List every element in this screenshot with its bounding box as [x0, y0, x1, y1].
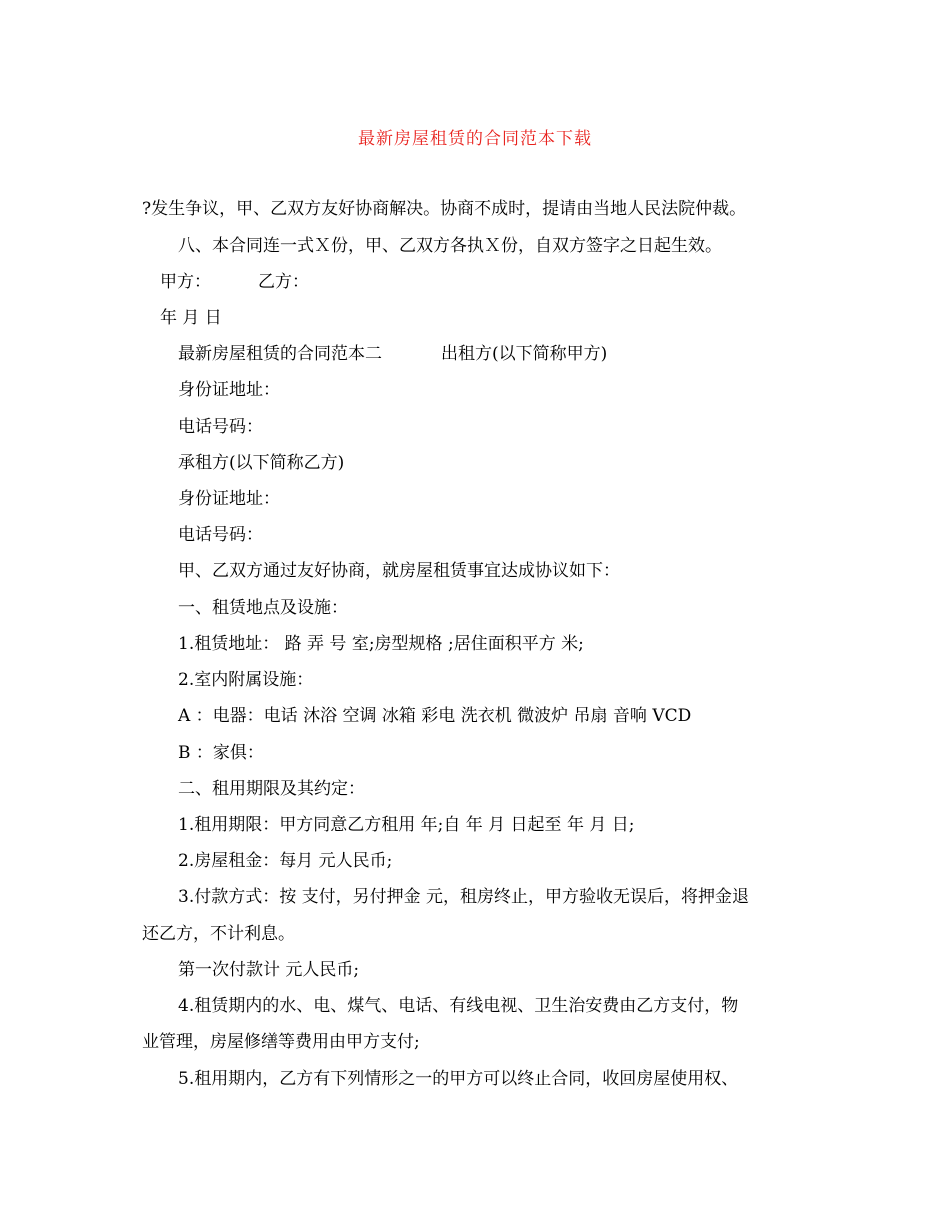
agreement-intro: 甲、乙双方通过友好协商，就房屋租赁事宜达成协议如下： — [178, 561, 620, 581]
clause-2-5: 5.租用期内，乙方有下列情形之一的甲方可以终止合同，收回房屋使用权、 — [178, 1069, 739, 1089]
clause-2-4-continued: 业管理，房屋修缮等费用由甲方支付; — [142, 1032, 420, 1052]
clause-2-1: 1.租用期限：甲方同意乙方租用 年;自 年 月 日起至 年 月 日; — [178, 815, 635, 835]
lessee-label: 承租方(以下简称乙方) — [178, 453, 345, 473]
lessor-phone: 电话号码： — [178, 417, 263, 437]
signature-party-a: 甲方： — [160, 272, 211, 292]
clause-2-2: 2.房屋租金：每月 元人民币; — [178, 851, 393, 871]
document-title: 最新房屋租赁的合同范本下载 — [358, 129, 592, 149]
signature-date: 年 月 日 — [160, 308, 222, 328]
clause-1-2: 2.室内附属设施： — [178, 670, 314, 690]
clause-1-a: A ：电器：电话 沐浴 空调 冰箱 彩电 洗衣机 微波炉 吊扇 音响 VCD — [178, 706, 692, 726]
paragraph-dispute: ?发生争议，甲、乙双方友好协商解决。协商不成时，提请由当地人民法院仲裁。 — [142, 199, 747, 219]
lessor-label: 出租方(以下简称甲方) — [441, 344, 608, 364]
clause-1-1: 1.租赁地址： 路 弄 号 室;房型规格 ;居住面积平方 米; — [178, 634, 584, 654]
version-2-heading: 最新房屋租赁的合同范本二 — [178, 344, 382, 364]
clause-2-3-continued: 还乙方，不计利息。 — [142, 924, 295, 944]
section-1-heading: 一、租赁地点及设施： — [178, 598, 348, 618]
first-payment: 第一次付款计 元人民币; — [178, 960, 360, 980]
clause-2-4: 4.租赁期内的水、电、煤气、电话、有线电视、卫生治安费由乙方支付，物 — [178, 996, 739, 1016]
clause-1-b: B ：家俱： — [178, 743, 264, 763]
section-2-heading: 二、租用期限及其约定： — [178, 779, 365, 799]
signature-party-b: 乙方： — [258, 272, 309, 292]
clause-2-3: 3.付款方式：按 支付，另付押金 元，租房终止，甲方验收无误后，将押金退 — [178, 887, 750, 907]
lessee-phone: 电话号码： — [178, 525, 263, 545]
paragraph-item-8: 八、本合同连一式Ｘ份，甲、乙双方各执Ｘ份，自双方签字之日起生效。 — [178, 236, 722, 256]
lessor-id-address: 身份证地址： — [178, 380, 280, 400]
lessee-id-address: 身份证地址： — [178, 489, 280, 509]
